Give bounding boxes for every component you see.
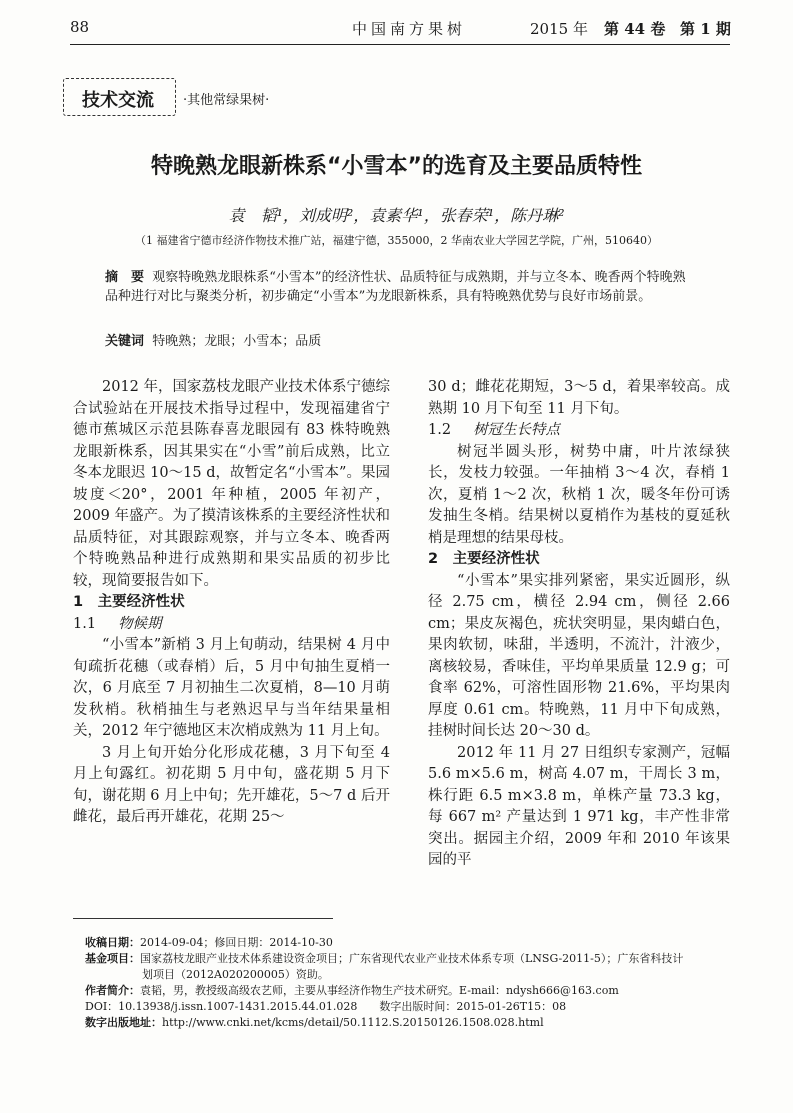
keywords-text: 特晚熟；龙眼；小雪本；品质 bbox=[152, 334, 322, 349]
footnote-received bbox=[85, 935, 735, 951]
author-list: 袁 韬¹，刘成明²，袁素华¹，张春荣¹，陈丹琳² bbox=[228, 206, 565, 225]
footnote-fund bbox=[85, 951, 735, 967]
page-number: 88 bbox=[70, 18, 90, 36]
journal-volume: 第 44 卷 bbox=[604, 20, 666, 38]
body-paragraph: “小雪本”果实排列紧密，果实近圆形，纵径 2.75 cm，横径 2.94 cm，侧径 2.66 cm；果皮灰褐色，疣状突明显，果肉蜡白色，果肉软韧，味甜，半透明，不流汁，汁液少，离核较易，香味佳，平均单果质量 12.9 g；可食率 62%，可溶性固形物 21.6%，平均果肉厚度 0.61 cm。特晚熟，11 月中下旬成熟，挂树时间长达 20～30 d。 bbox=[428, 572, 730, 739]
intro-paragraph: 2012 年，国家荔枝龙眼产业技术体系宁德综合试验站在开展技术指导过程中，发现福建省宁德市蕉城区示范县陈春喜龙眼园有 83 株特晚熟龙眼新株系，因其果实在“小雪”前后成熟，比立冬本龙眼迟 10～15 d，故暂定名“小雪本”。果园坡度＜20°，2001 年种植，2005 年初产，2009 年盛产。为了摸清该株系的主要经济性状和品质特征，对其跟踪观察，并与立冬本、晚香两个特晚熟品种进行成熟期和果实品质的初步比较，现简要报告如下。 bbox=[73, 379, 391, 589]
body-column-right bbox=[428, 377, 730, 872]
header-rule bbox=[70, 44, 730, 45]
body-paragraph: 2012 年 11 月 27 日组织专家测产，冠幅 5.6 m×5.6 m，树高 4.07 m，干周长 3 m，株行距 6.5 m×3.8 m，单株产量 73.3 kg，每 667 m² 产量达到 1 971 kg，丰产性非常突出。据园主介绍，2009 年和 2010 年该果园的平 bbox=[428, 744, 730, 868]
subsection-heading-1-1 bbox=[73, 614, 390, 636]
keywords-label: 关键词 bbox=[105, 334, 145, 349]
footnote-label: 作者简介： bbox=[85, 984, 140, 997]
section-badge: 技术交流 bbox=[82, 90, 154, 111]
footnote-link[interactable]: http://www.cnki.net/kcms/detail/50.1112.S.20150126.1508.028.html bbox=[162, 1016, 544, 1029]
footnote-author bbox=[85, 983, 735, 999]
author-affiliation: （1 福建省宁德市经济作物技术推广站，福建宁德，355000，2 华南农业大学园艺学院，广州，510640） bbox=[135, 234, 658, 247]
footnotes bbox=[85, 935, 735, 1031]
journal-issue: 第 1 期 bbox=[680, 20, 731, 38]
subsection-title: 树冠生长特点 bbox=[473, 422, 561, 438]
footnote-doi: DOI：10.13938/j.issn.1007-1431.2015.44.01.028 数字出版时间：2015-01-26T15：08 bbox=[85, 1000, 567, 1013]
footnote-label: 收稿日期： bbox=[85, 936, 140, 949]
body-paragraph: 30 d；雌花花期短，3～5 d，着果率较高。成熟期 10 月下旬至 11 月下旬。 bbox=[428, 379, 730, 417]
subsection-heading-1-2 bbox=[428, 420, 730, 442]
footnote-fund-cont: 划项目（2012A020200005）资助。 bbox=[142, 968, 329, 981]
body-paragraph: “小雪本”新梢 3 月上旬萌动，结果树 4 月中旬疏折花穗（或春梢）后，5 月中旬抽生夏梢一次，6 月底至 7 月初抽生二次夏梢，8—10 月萌发秋梢。秋梢抽生与老熟迟早与当年结果量相关，2012 年宁德地区末次梢成熟为 11 月上旬。 bbox=[73, 637, 390, 739]
keywords bbox=[105, 330, 693, 349]
footnote-text: 袁韬，男，教授级高级农艺师，主要从事经济作物生产技术研究。E-mail：ndysh666@163.com bbox=[140, 984, 619, 997]
section-heading-1: 1 主要经济性状 bbox=[73, 594, 185, 610]
section-category: ·其他常绿果树· bbox=[183, 93, 270, 108]
page-header bbox=[0, 0, 793, 40]
journal-year: 2015 年 bbox=[530, 20, 588, 38]
footnote-label: 基金项目： bbox=[85, 952, 140, 965]
journal-name: 中国南方果树 bbox=[352, 20, 467, 38]
article-title: 特晚熟龙眼新株系“小雪本”的选育及主要品质特性 bbox=[151, 154, 642, 179]
subsection-number: 1.2 bbox=[428, 422, 452, 438]
body-paragraph: 树冠半圆头形，树势中庸，叶片浓绿狭长，发枝力较强。一年抽梢 3～4 次，春梢 1 次，夏梢 1～2 次，秋梢 1 次，暖冬年份可诱发抽生冬梢。结果树以夏梢作为基枝的夏延秋梢是理想的结果母枝。 bbox=[428, 443, 730, 546]
abstract bbox=[105, 268, 693, 306]
subsection-title: 物候期 bbox=[118, 615, 162, 632]
footnote-text: 2014-09-04；修回日期：2014-10-30 bbox=[140, 936, 333, 949]
abstract-text: 观察特晚熟龙眼株系“小雪本”的经济性状、品质特征与成熟期，并与立冬本、晚香两个特晚熟品种进行对比与聚类分析，初步确定“小雪本”为龙眼新株系，具有特晚熟优势与良好市场前景。 bbox=[105, 270, 686, 304]
footnote-label: 数字出版地址： bbox=[85, 1016, 162, 1029]
subsection-number: 1.1 bbox=[73, 615, 97, 632]
abstract-label: 摘 要 bbox=[105, 270, 145, 285]
footnote-text: 国家荔枝龙眼产业技术体系建设资金项目；广东省现代农业产业技术体系专项（LNSG-2011-5）；广东省科技计 bbox=[140, 952, 684, 965]
section-heading-2: 2 主要经济性状 bbox=[428, 551, 540, 567]
body-column-left bbox=[73, 377, 390, 829]
body-paragraph: 3 月上旬开始分化形成花穗，3 月下旬至 4 月上旬露红。初花期 5 月中旬，盛花期 5 月下旬，谢花期 6 月上中旬；先开雄花，5～7 d 后开雌花，最后再开雄花，花期 25～ bbox=[73, 744, 390, 825]
footnote-rule bbox=[73, 918, 333, 919]
footnote-url bbox=[85, 1015, 735, 1031]
